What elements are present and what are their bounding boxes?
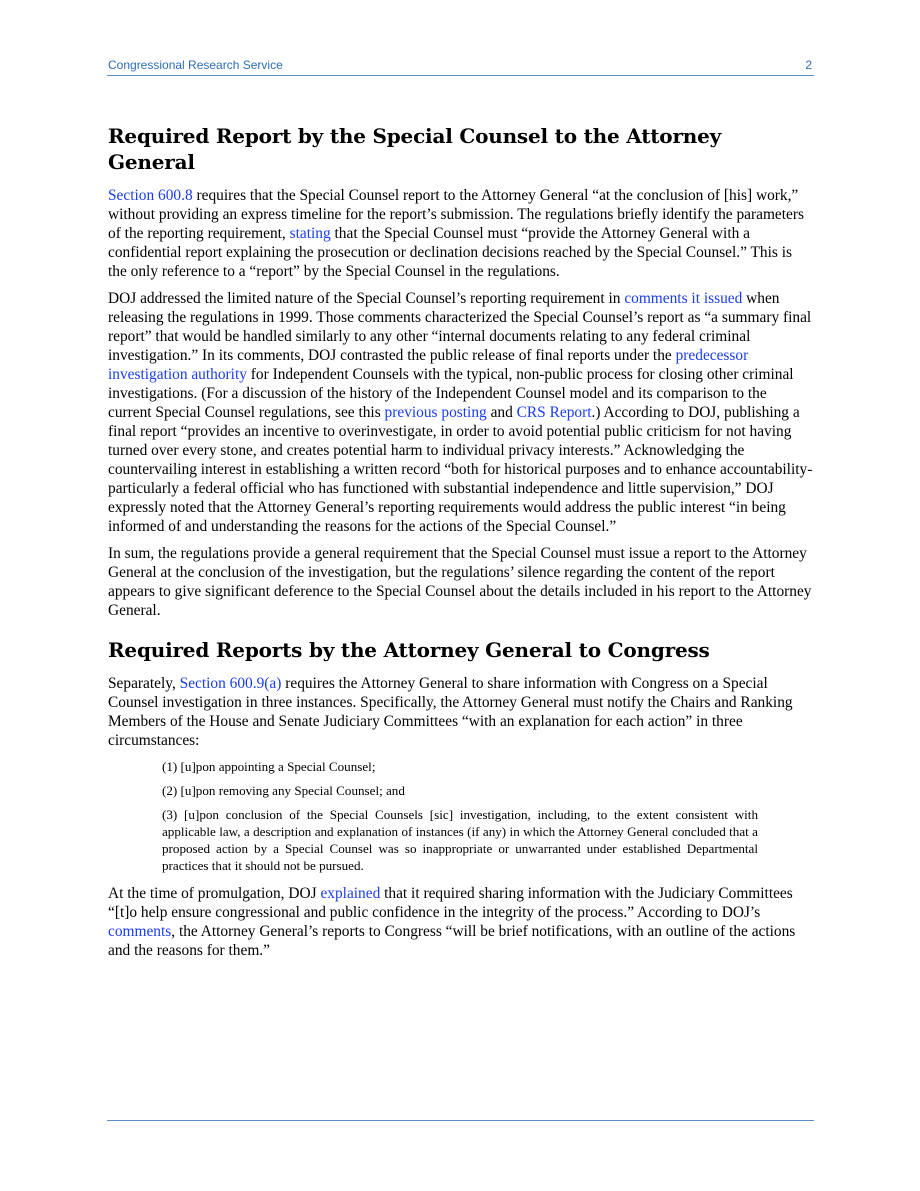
document-body	[108, 123, 814, 968]
link-section-600-9a[interactable]: Section 600.9(a)	[179, 675, 282, 692]
paragraph-doj-comments	[108, 289, 814, 536]
paragraph-text: At the time of promulgation, DOJ	[108, 885, 321, 902]
paragraph-text: that the Special Counsel must “provide the Attorney General with a confidential report explaining the prosecution or declination decisions reached by the Special Counsel.” This is the only reference to a “report” by the Special Counsel in the regulations.	[108, 225, 792, 280]
paragraph-text: .) According to DOJ, publishing a final report “provides an incentive to overinvestigate, in order to avoid potential public criticism for not having turned over every stone, and creates potential harm to individual privacy interests.” Acknowledging the countervailing interest in establishing a written record “both for historical purposes and to enhance accountability-particularly a federal official who has functioned with substantial independence and little supervision,” DOJ expressly noted that the Attorney General’s reporting requirements would address the public interest “in being informed of and understanding the reasons for the actions of the Special Counsel.”	[108, 404, 813, 535]
link-explained[interactable]: explained	[320, 885, 381, 902]
paragraph-text: for Independent Counsels with the typical, non-public process for closing other criminal investigations. (For a discussion of the history of the Independent Counsel model and its comparison to the current Special Counsel regulations, see this	[108, 366, 794, 421]
running-header	[107, 58, 814, 76]
paragraph-text: that it required sharing information with the Judiciary Committees “[t]o help ensure congressional and public confidence in the integrity of the process.” According to DOJ’s	[108, 885, 793, 921]
link-previous-posting[interactable]: previous posting	[384, 404, 487, 421]
paragraph-text: , the Attorney General’s reports to Congress “will be brief notifications, with an outline of the actions and the reasons for them.”	[108, 923, 796, 959]
paragraph-text: Separately,	[108, 675, 180, 692]
paragraph-section-600-8	[108, 186, 814, 281]
paragraph-promulgation	[108, 884, 814, 960]
block-quote	[162, 758, 758, 874]
quote-item: (2) [u]pon removing any Special Counsel; and	[162, 783, 405, 798]
paragraph-section-600-9a	[108, 674, 814, 750]
paragraph-text: requires the Attorney General to share information with Congress on a Special Counsel investigation in three instances. Specifically, the Attorney General must notify the Chairs and Ranking Members of the House and Senate Judiciary Committees “with an explanation for each action” in three circumstances:	[108, 675, 793, 749]
header-org-name: Congressional Research Service	[108, 58, 283, 72]
paragraph-in-sum: In sum, the regulations provide a general requirement that the Special Counsel must issue a report to the Attorney General at the conclusion of the investigation, but the regulations’ silence regarding the content of the report appears to give significant deference to the Special Counsel about the details included in his report to the Attorney General.	[108, 545, 812, 619]
paragraph-text: DOJ addressed the limited nature of the Special Counsel’s reporting requirement in	[108, 290, 625, 307]
footer-rule	[107, 1120, 814, 1121]
header-page-number: 2	[805, 58, 812, 72]
paragraph-text: and	[486, 404, 517, 421]
link-crs-report[interactable]: CRS Report	[516, 404, 592, 421]
link-comments[interactable]: comments	[108, 923, 172, 940]
section-heading-reports-to-congress: Required Reports by the Attorney General to Congress	[108, 638, 710, 662]
quote-item: (1) [u]pon appointing a Special Counsel;	[162, 759, 376, 774]
link-predecessor-investigation-authority[interactable]: predecessor investigation authority	[108, 347, 749, 383]
link-stating[interactable]: stating	[289, 225, 331, 242]
link-section-600-8[interactable]: Section 600.8	[108, 187, 193, 204]
link-comments-it-issued[interactable]: comments it issued	[624, 290, 743, 307]
paragraph-text: requires that the Special Counsel report to the Attorney General “at the conclusion of [his] work,” without providing an express timeline for the report’s submission. The regulations briefly identify the parameters of the reporting requirement,	[108, 187, 804, 242]
paragraph-text: when releasing the regulations in 1999. Those comments characterized the Special Counsel’s report as “a summary final report” that would be handled similarly to any other “internal documents relating to any federal criminal investigation.” In its comments, DOJ contrasted the public release of final reports under the	[108, 290, 812, 364]
section-heading-special-counsel-report: Required Report by the Special Counsel to the Attorney General	[108, 124, 722, 174]
quote-item: (3) [u]pon conclusion of the Special Counsels [sic] investigation, including, to the extent consistent with applicable law, a description and explanation of instances (if any) in which the Attorney General concluded that a proposed action by a Special Counsel was so inappropriate or unwarranted under established Departmental practices that it should not be pursued.	[162, 807, 758, 873]
